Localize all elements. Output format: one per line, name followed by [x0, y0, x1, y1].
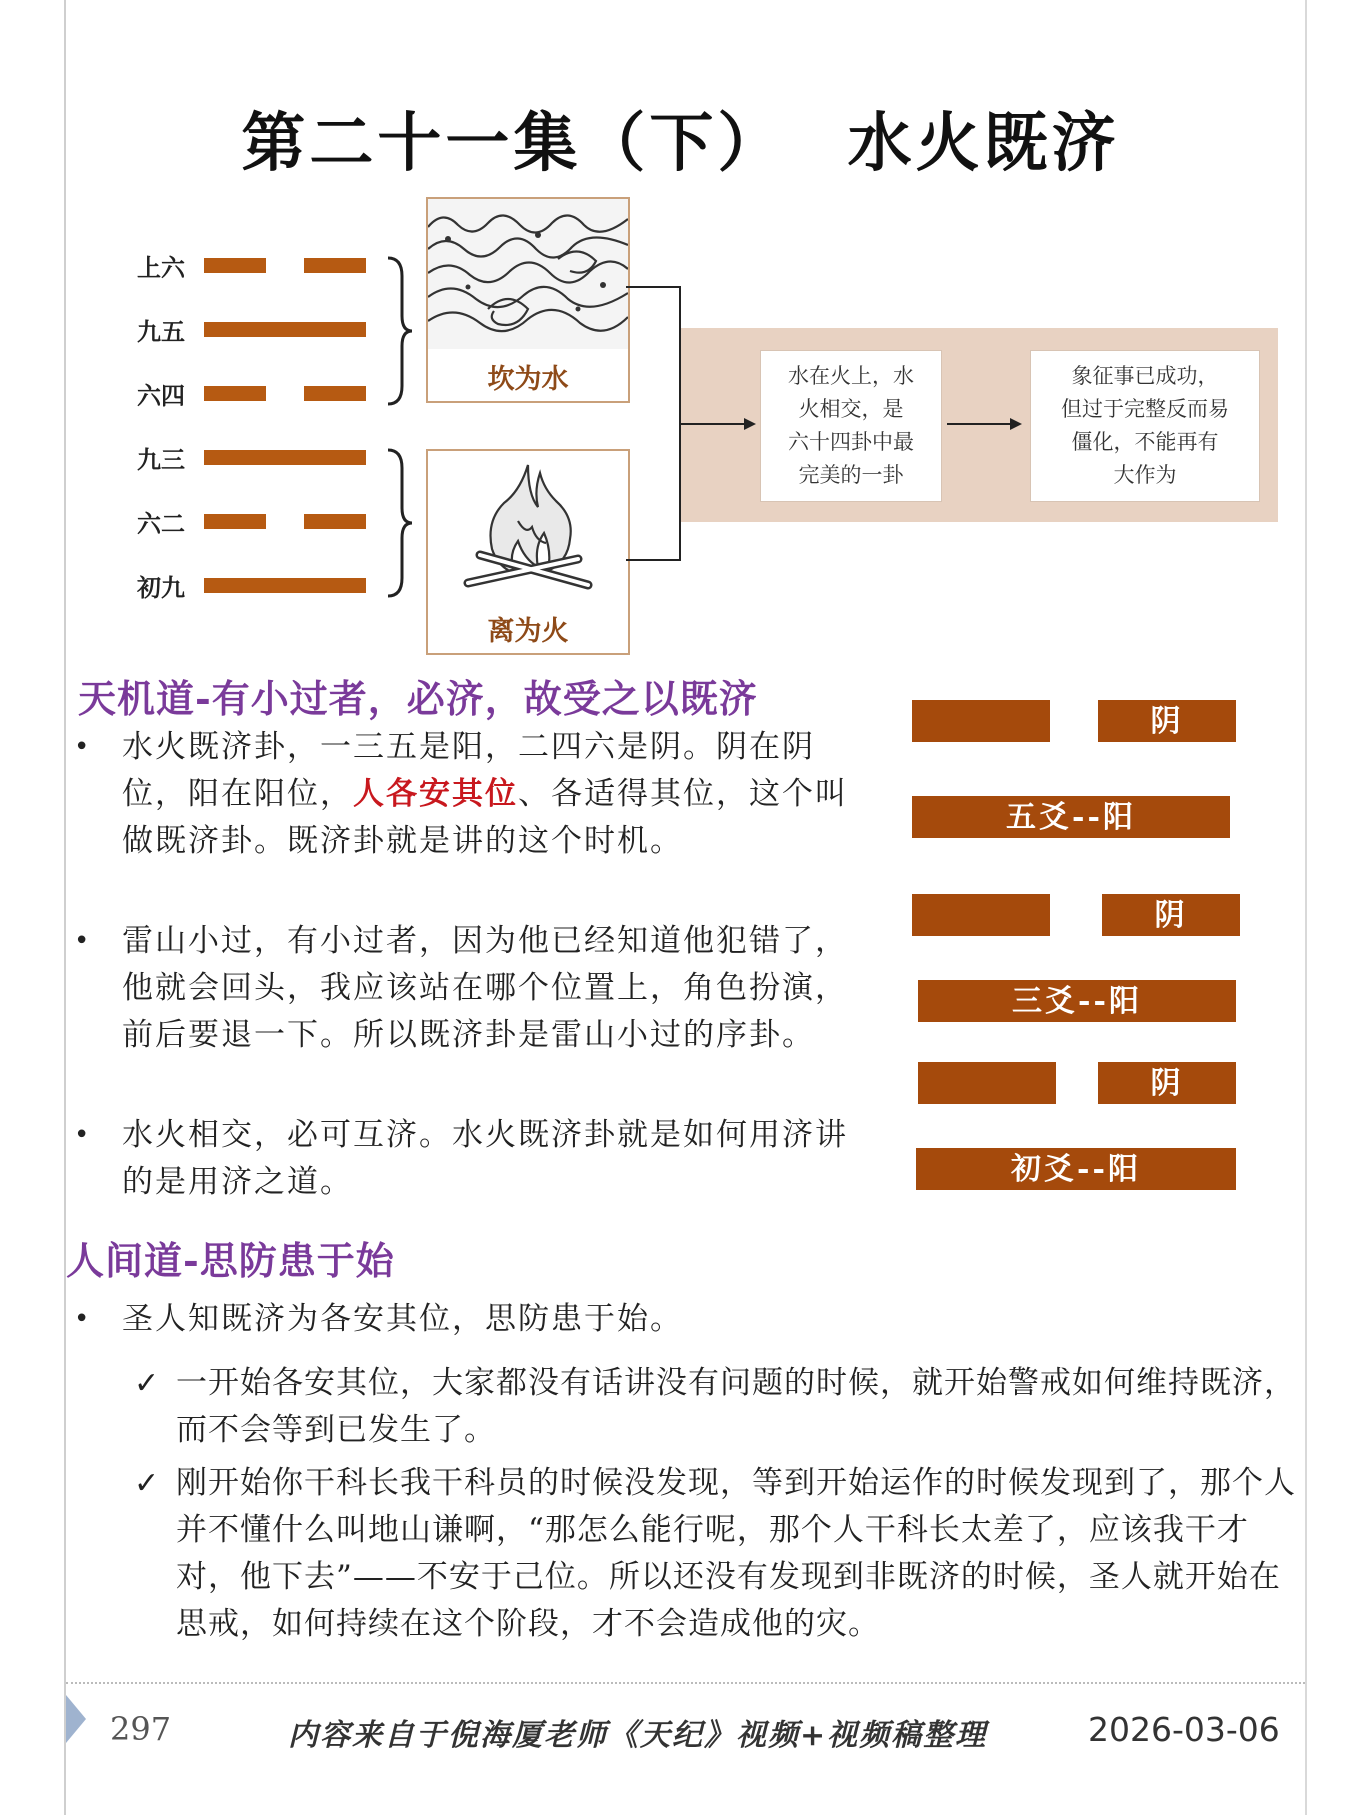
box2-line: 僵化，不能再有 [1071, 430, 1219, 454]
yang-label-1: 初爻--阳 [916, 1148, 1236, 1190]
bullet2-text: 雷山小过，有小过者，因为他已经知道他犯错了，他就会回头，我应该站在哪个位置上，角色扮演，前后要退一下。所以既济卦是雷山小过的序卦。 [122, 923, 848, 1053]
yao-label-chu-jiu: 初九 [137, 574, 185, 602]
box2-line: 但过于完整反而易 [1061, 397, 1229, 421]
footer-divider [66, 1682, 1305, 1684]
section-heading-renjiandao: 人间道-思防患于始 [66, 1238, 395, 1283]
fire-trigram-caption: 离为火 [487, 616, 569, 647]
check-item [134, 1360, 1296, 1454]
bullet-dot-icon: • [74, 1120, 92, 1150]
checkmark-icon: ✓ [134, 1366, 161, 1401]
check1-text: 一开始各安其位，大家都没有话讲没有问题的时候，就开始警戒如何维持既济，而不会等到已发生了。 [176, 1365, 1296, 1448]
box2-line: 象征事已成功， [1071, 364, 1219, 388]
arrow-icon [1010, 418, 1022, 430]
box1-line: 六十四卦中最 [788, 430, 914, 454]
yao-label-liu-si: 六四 [137, 382, 185, 410]
box1-line: 完美的一卦 [798, 463, 904, 487]
yao-label-shang-liu: 上六 [137, 254, 185, 282]
yao-label-liu-er: 六二 [137, 510, 185, 538]
check-item [134, 1460, 1304, 1648]
bullet-dot-icon: • [74, 926, 92, 956]
page-number: 297 [110, 1710, 172, 1748]
bullet1-highlight: 人各安其位 [353, 776, 518, 812]
bullet-dot-icon: • [74, 732, 92, 762]
checkmark-icon: ✓ [134, 1466, 161, 1501]
yin-label-2: 阴 [1102, 894, 1240, 936]
yin-label-1: 阴 [1098, 700, 1236, 742]
bullet1-text-post: 、各适得其位，这个叫做既济卦。既济卦就是讲的这个时机。 [122, 776, 848, 859]
yang-label-3: 三爻--阳 [918, 980, 1236, 1022]
bullet-item [74, 1296, 1272, 1343]
bullet-item [74, 1112, 862, 1206]
box1-line: 火相交，是 [798, 397, 904, 421]
yang-label-5: 五爻--阳 [912, 796, 1230, 838]
section2-bullet-text: 圣人知既济为各安其位，思防患于始。 [122, 1301, 683, 1337]
yin-bar-left [912, 700, 1050, 742]
footer-triangle-icon [66, 1695, 86, 1743]
arrow-icon [744, 418, 756, 430]
interpretation-box-1 [760, 350, 942, 502]
interpretation-box-2 [1030, 350, 1260, 502]
yin-bar-left [918, 1062, 1056, 1104]
yao-label-jiu-wu: 九五 [137, 318, 185, 346]
box1-line: 水在火上，水 [788, 364, 914, 388]
bullet-item [74, 724, 862, 865]
yin-bar-left [912, 894, 1050, 936]
bullet1-text-pre: 水火既济卦，一三五是阳，二四六是阴。阴在阴位，阳在阳位， [122, 729, 815, 812]
section-heading-tianjidao: 天机道-有小过者，必济，故受之以既济 [78, 676, 758, 721]
box2-line: 大作为 [1113, 463, 1177, 487]
bullet-dot-icon: • [74, 1304, 92, 1334]
footer-source: 内容来自于倪海厦老师《天纪》视频+视频稿整理 [288, 1718, 988, 1753]
yao-label-jiu-san: 九三 [137, 446, 185, 474]
yin-label-3: 阴 [1098, 1062, 1236, 1104]
footer-date: 2026-03-06 [1088, 1710, 1280, 1749]
check2-text: 刚开始你干科长我干科员的时候没发现，等到开始运作的时候发现到了，那个人并不懂什么叫地山谦啊，“那怎么能行呢，那个人干科长太差了，应该我干才对，他下去”——不安于己位。所以还没有发现到非既济的时候，圣人就开始在思戒，如何持续在这个阶段，才不会造成他的灾。 [176, 1465, 1296, 1642]
page-title: 第二十一集（下） 水火既济 [241, 106, 1120, 181]
bullet-item [74, 918, 874, 1059]
bullet3-text: 水火相交，必可互济。水火既济卦就是如何用济讲的是用济之道。 [122, 1117, 848, 1200]
water-trigram-caption: 坎为水 [487, 364, 569, 395]
